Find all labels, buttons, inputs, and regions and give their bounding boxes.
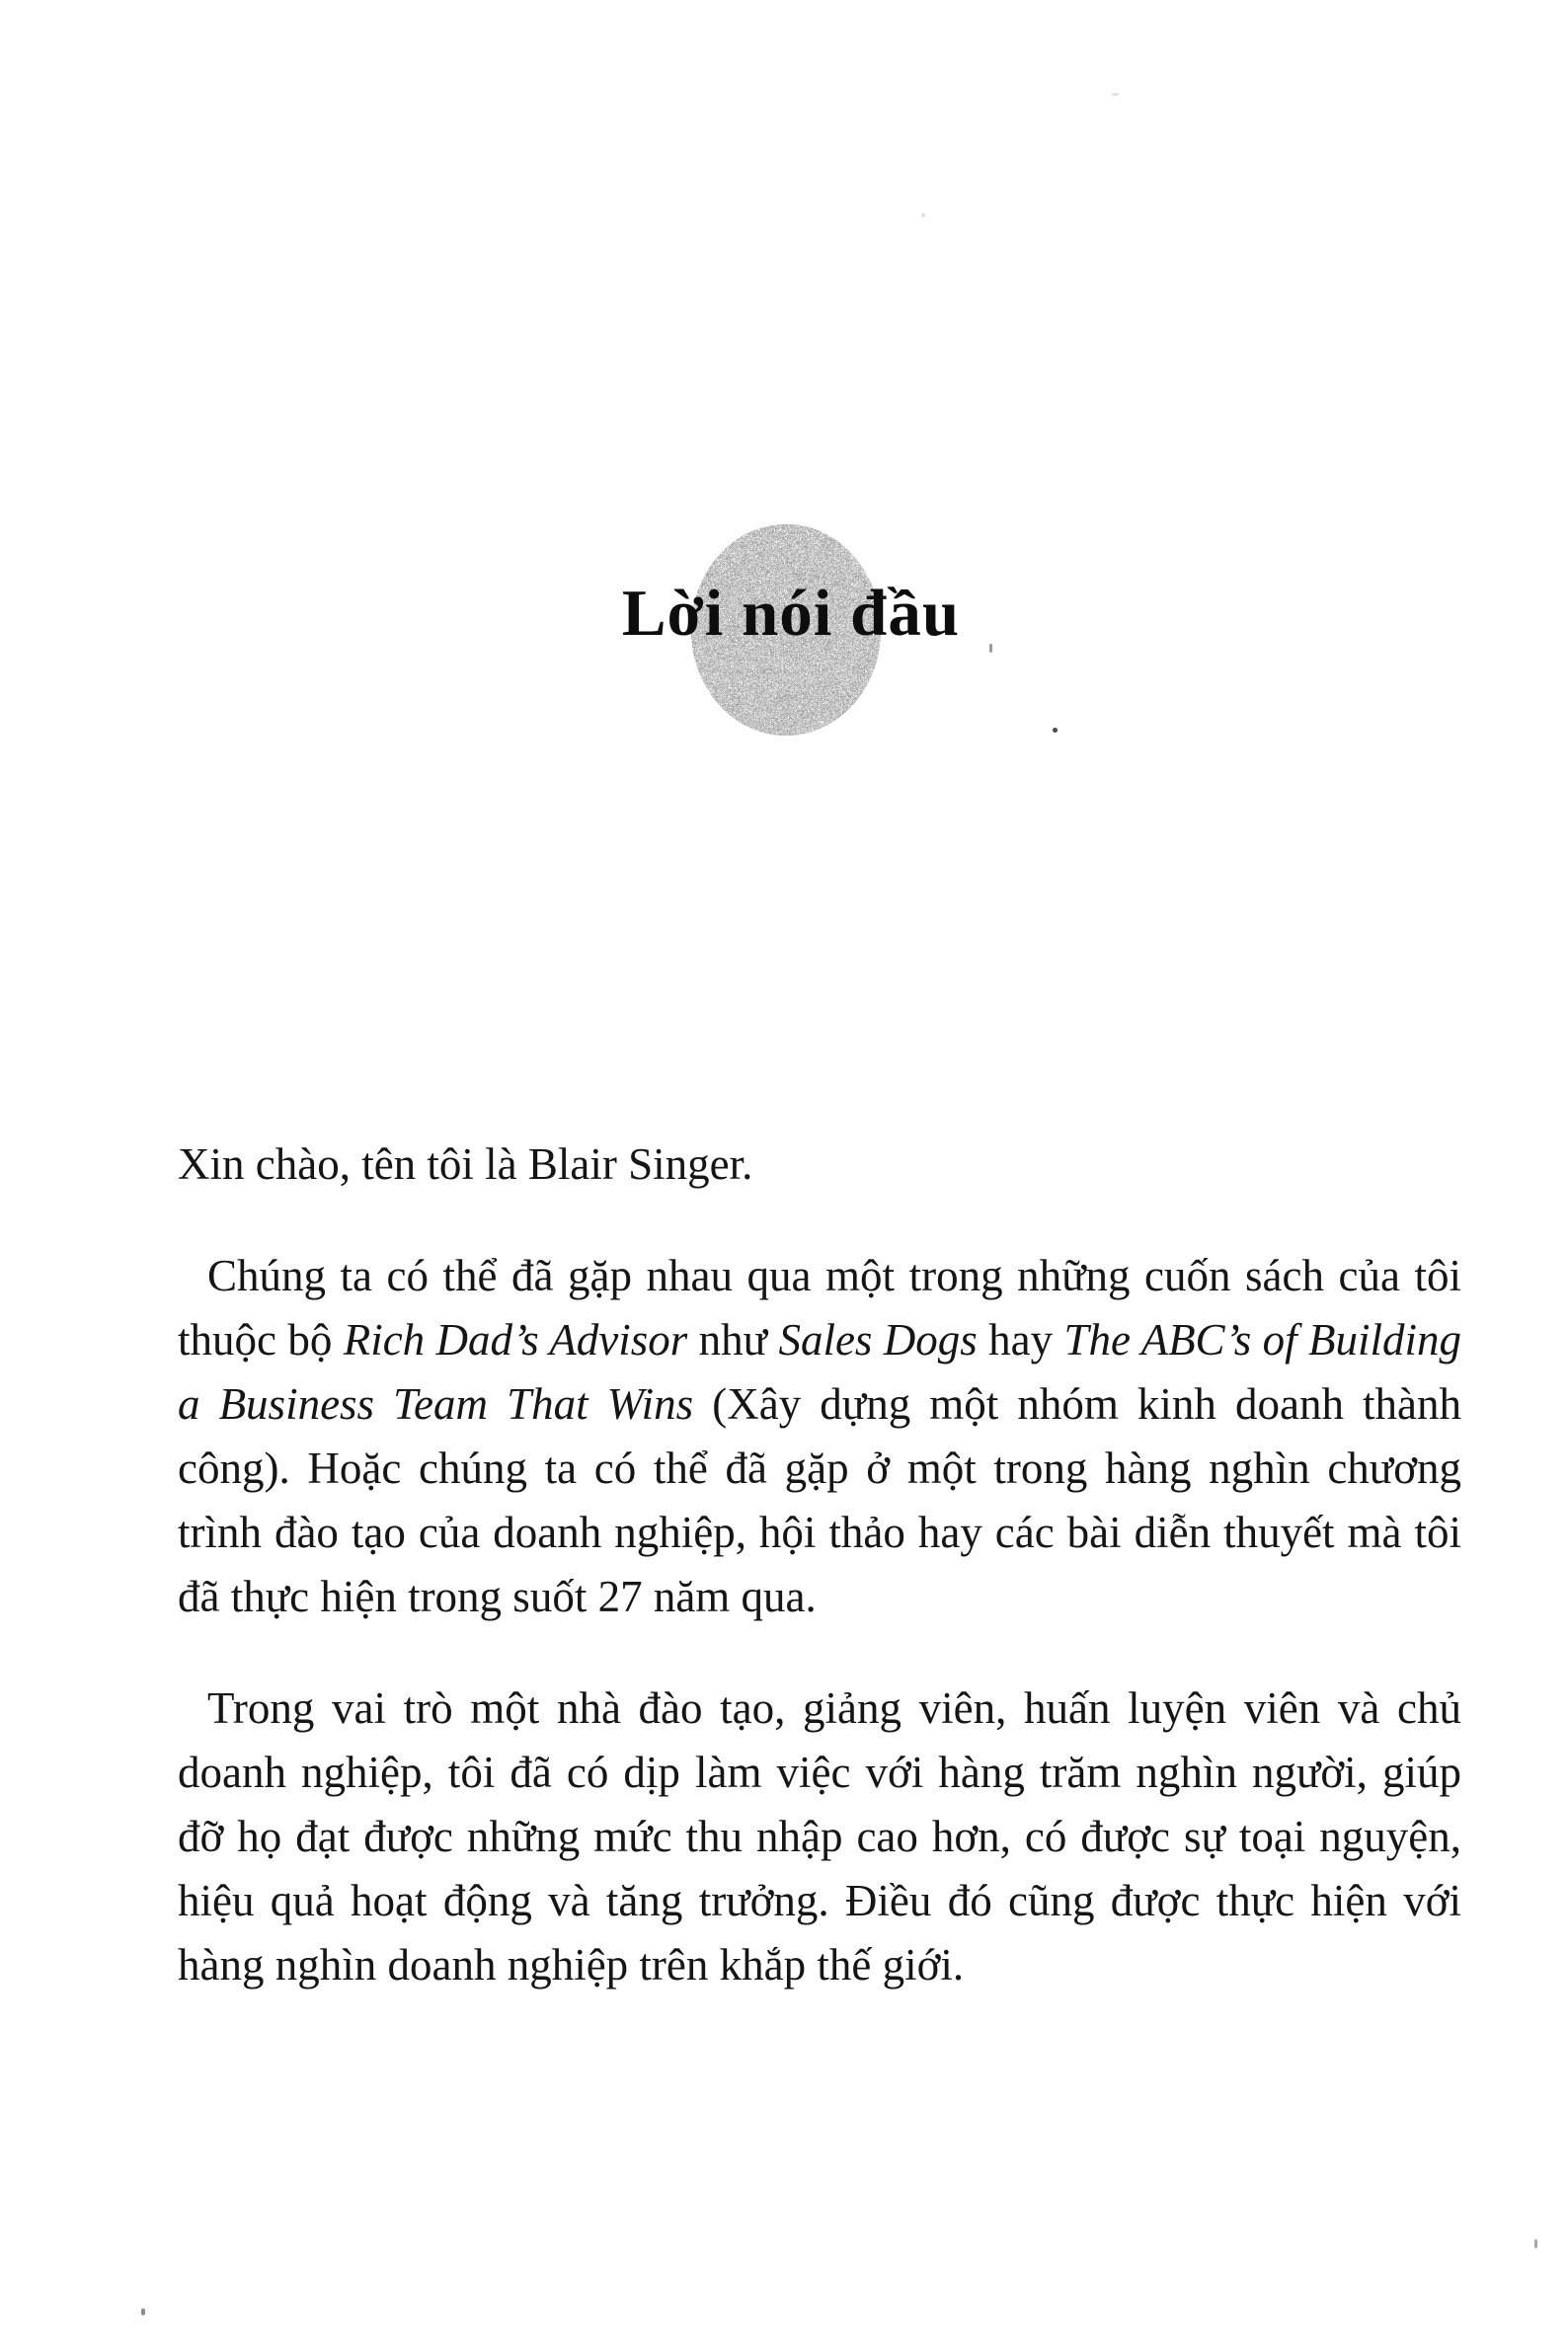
- paragraph-books: [178, 1244, 1461, 1629]
- text-segment: Chúng ta có thể đã gặp nhau qua một trong những cuốn sách của tôi thuộc bộ: [178, 1251, 1461, 1365]
- scan-speck: [921, 213, 925, 217]
- book-title-rich-dads-advisor: Rich Dad’s Advisor: [343, 1315, 688, 1365]
- scan-speck: [1112, 93, 1119, 96]
- scan-speck: [1053, 728, 1058, 733]
- text-segment: hay: [977, 1315, 1064, 1365]
- text-segment: (Xây dựng một nhóm kinh doanh thành công). Hoặc chúng ta có thể đã gặp ở một trong hàng nghìn chương trình đào tạo của doanh nghiệp, hội thảo hay các bài diễn thuyết mà tôi đã thực hiện trong suốt 27 năm qua.: [178, 1379, 1461, 1621]
- book-title-abcs-business-team: The ABC’s of Building a Business Team That Wins: [178, 1315, 1462, 1429]
- paragraph-intro: [178, 1132, 1461, 1197]
- text-segment: Trong vai trò một nhà đào tạo, giảng viên, huấn luyện viên và chủ doanh nghiệp, tôi đã có dịp làm việc với hàng trăm nghìn người, giúp đỡ họ đạt được những mức thu nhập cao hơn, có được sự toại nguyện, hiệu quả hoạt động và tăng trưởng. Điều đó cũng được thực hiện với hàng nghìn doanh nghiệp trên khắp thế giới.: [178, 1683, 1461, 1990]
- body-text: [178, 1132, 1461, 2045]
- scan-speck: [141, 2308, 145, 2315]
- scan-speck: [989, 644, 992, 653]
- paragraph-experience: [178, 1677, 1461, 1997]
- text-segment: Xin chào, tên tôi là Blair Singer.: [178, 1139, 753, 1189]
- book-title-sales-dogs: Sales Dogs: [778, 1315, 978, 1365]
- scan-speck: [1534, 2239, 1537, 2248]
- text-segment: như: [687, 1315, 779, 1365]
- chapter-title: Lời nói đầu: [621, 577, 961, 650]
